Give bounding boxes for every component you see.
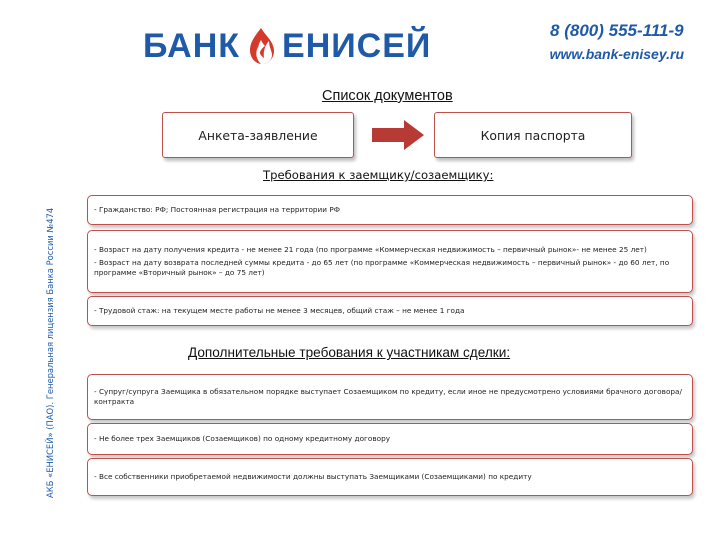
phone-number[interactable]: 8 (800) 555-111-9 <box>550 21 684 40</box>
requirement-text: - Трудовой стаж: на текущем месте работы не менее 3 месяцев, общий стаж – не менее 1 года <box>94 306 465 315</box>
document-label: Копия паспорта <box>480 127 586 143</box>
flame-logo-icon <box>244 26 278 66</box>
additional-requirement-owners <box>87 458 693 496</box>
requirement-text: - Возраст на дату возврата последней суммы кредита - до 65 лет (по программе «Коммерческая недвижимость – первичный рынок» - до 60 лет, по программе «Вторичный рынок» – до 75 лет) <box>94 258 670 277</box>
requirement-text: - Не более трех Заемщиков (Созаемщиков) по одному кредитному договору <box>94 434 391 443</box>
requirement-work-experience <box>87 296 693 326</box>
additional-requirement-max-borrowers <box>87 423 693 455</box>
website-link[interactable]: www.bank-enisey.ru <box>549 46 684 62</box>
header <box>0 0 720 82</box>
requirement-text: - Гражданство: РФ; Постоянная регистрация на территории РФ <box>94 205 341 214</box>
logo-word-enisey: ЕНИСЕЙ <box>282 27 432 65</box>
additional-requirements-heading: Дополнительные требования к участникам сделки: <box>188 345 511 360</box>
additional-requirement-spouse <box>87 374 693 420</box>
side-license-note: АКБ «ЕНИСЕЙ» (ПАО). Генеральная лицензия Банка России №474 <box>45 207 55 498</box>
contacts <box>550 20 684 64</box>
requirement-text: - Все собственники приобретаемой недвижимости должны выступать Заемщиками (Созаемщиками) по кредиту <box>94 472 532 481</box>
requirement-text: - Супруг/супруга Заемщика в обязательном порядке выступает Созаемщиком по кредиту, если иное не предусмотрено условиями брачного договора/контракта <box>94 387 682 406</box>
document-passport-copy <box>434 112 632 158</box>
requirement-citizenship <box>87 195 693 225</box>
document-label: Анкета-заявление <box>198 127 318 143</box>
bank-logo[interactable] <box>143 26 431 66</box>
logo-word-bank: БАНК <box>143 27 241 65</box>
page-title: Список документов <box>322 88 453 104</box>
requirement-age <box>87 230 693 293</box>
borrower-requirements-heading: Требования к заемщику/созаемщику: <box>263 168 494 182</box>
arrow-right-icon <box>372 120 424 150</box>
document-application-form <box>162 112 354 158</box>
requirement-text: - Возраст на дату получения кредита - не менее 21 года (по программе «Коммерческая недвижимость – первичный рынок»- не менее 25 лет) <box>94 245 647 254</box>
